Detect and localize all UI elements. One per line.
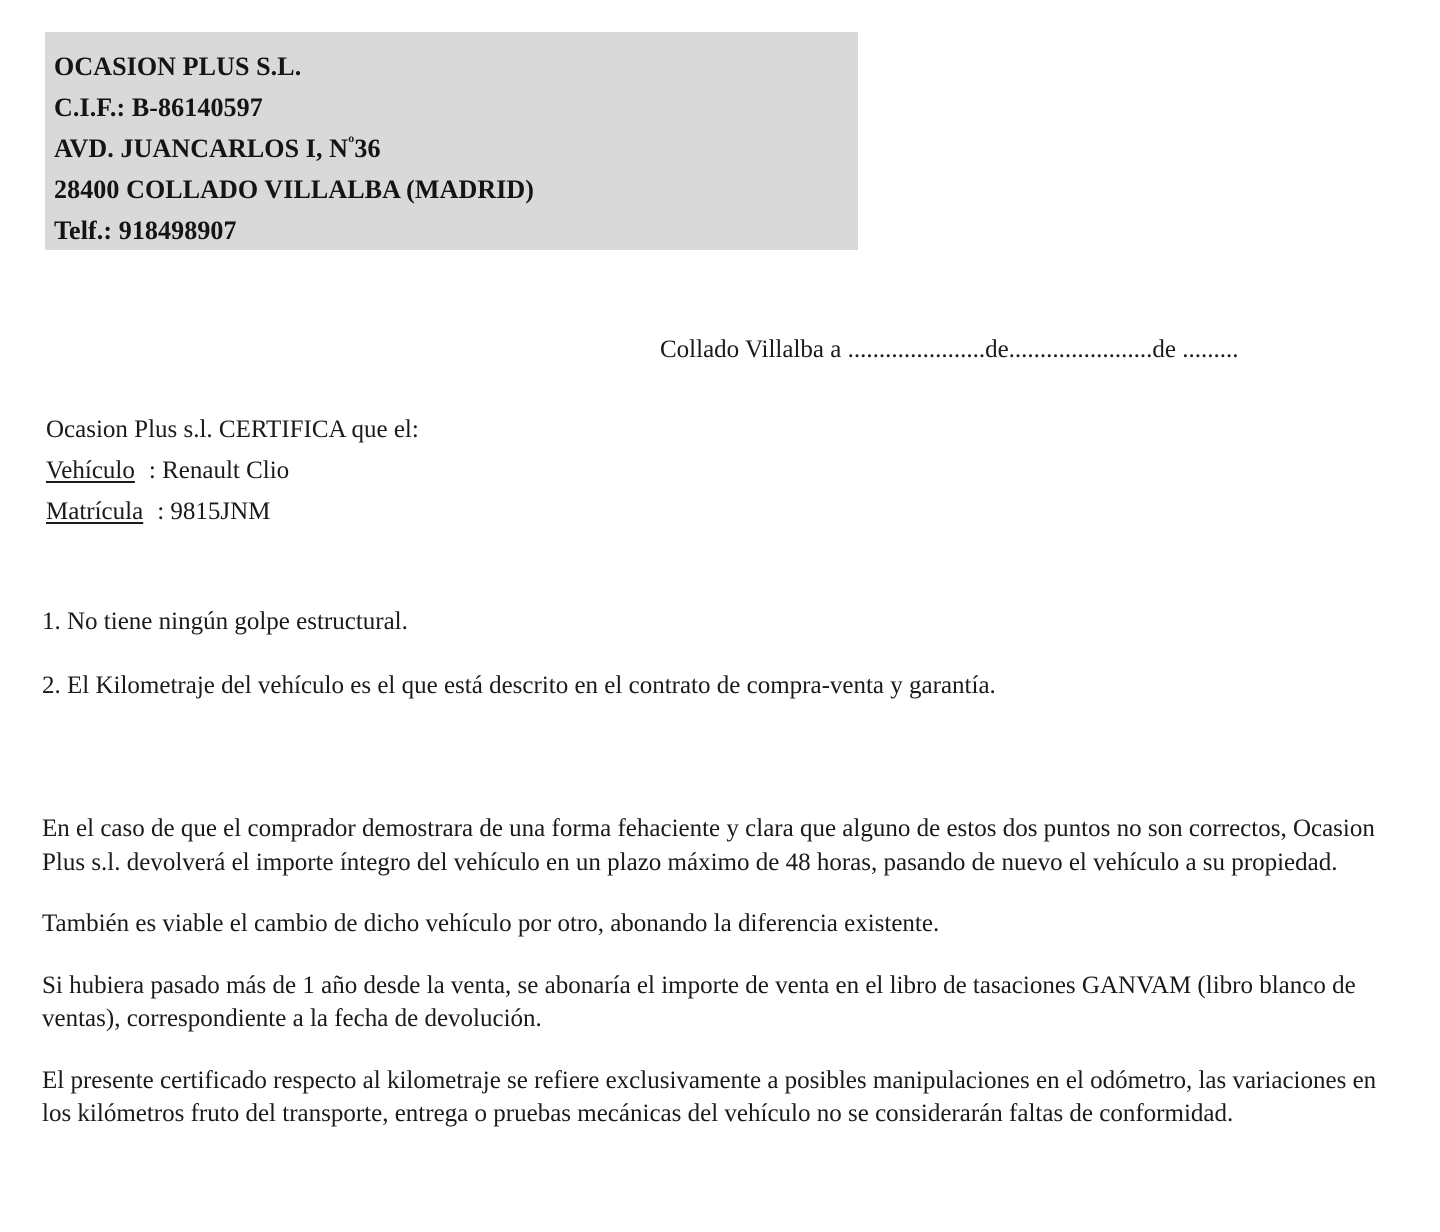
- company-name: OCASION PLUS S.L.: [54, 52, 302, 81]
- point-item-2: 2. El Kilometraje del vehículo es el que está descrito en el contrato de compra-venta y garantía.: [42, 672, 996, 699]
- numbered-points: [42, 606, 1402, 734]
- body-copy: [42, 812, 1400, 1131]
- certification-block: [46, 409, 419, 532]
- vehicle-label: Vehículo: [46, 457, 135, 484]
- company-city-postal: 28400 COLLADO VILLALBA (MADRID): [54, 175, 535, 204]
- vehicle-value: : Renault Clio: [148, 457, 290, 484]
- body-paragraph-3: Si hubiera pasado más de 1 año desde la venta, se abonaría el importe de venta en el libro de tasaciones GANVAM (libro blanco de ventas), correspondiente a la fecha de devolución.: [42, 971, 1356, 1032]
- certification-intro: Ocasion Plus s.l. CERTIFICA que el:: [46, 416, 419, 443]
- dateline: Collado Villalba a ......................de.......................de .........: [660, 336, 1239, 363]
- body-paragraph-1: En el caso de que el comprador demostrara de una forma fehaciente y clara que alguno de estos dos puntos no son correctos, Ocasion Plus s.l. devolverá el importe íntegro del vehículo en un plazo máximo de 48 horas, pasando de nuevo el vehículo a su propiedad.: [42, 815, 1375, 876]
- letterhead-block: [45, 32, 858, 250]
- company-phone: Telf.: 918498907: [54, 216, 237, 245]
- body-paragraph-2: También es viable el cambio de dicho vehículo por otro, abonando la diferencia existente.: [42, 910, 940, 937]
- street-number: 36: [354, 134, 381, 163]
- plate-label: Matrícula: [46, 498, 144, 525]
- street-address-text: AVD. JUANCARLOS I, N: [54, 134, 349, 163]
- plate-value: : 9815JNM: [157, 498, 271, 525]
- point-item-1: 1. No tiene ningún golpe estructural.: [42, 608, 408, 635]
- company-cif: C.I.F.: B-86140597: [54, 93, 263, 122]
- body-paragraph-4: El presente certificado respecto al kilometraje se refiere exclusivamente a posibles manipulaciones en el odómetro, las variaciones en los kilómetros fruto del transporte, entrega o pruebas mecánicas del vehículo no se considerarán faltas de conformidad.: [42, 1066, 1377, 1127]
- company-street-address: [54, 128, 858, 169]
- ordinal-indicator: º: [348, 133, 355, 155]
- plate-field-row: [46, 491, 419, 532]
- vehicle-field-row: [46, 450, 419, 491]
